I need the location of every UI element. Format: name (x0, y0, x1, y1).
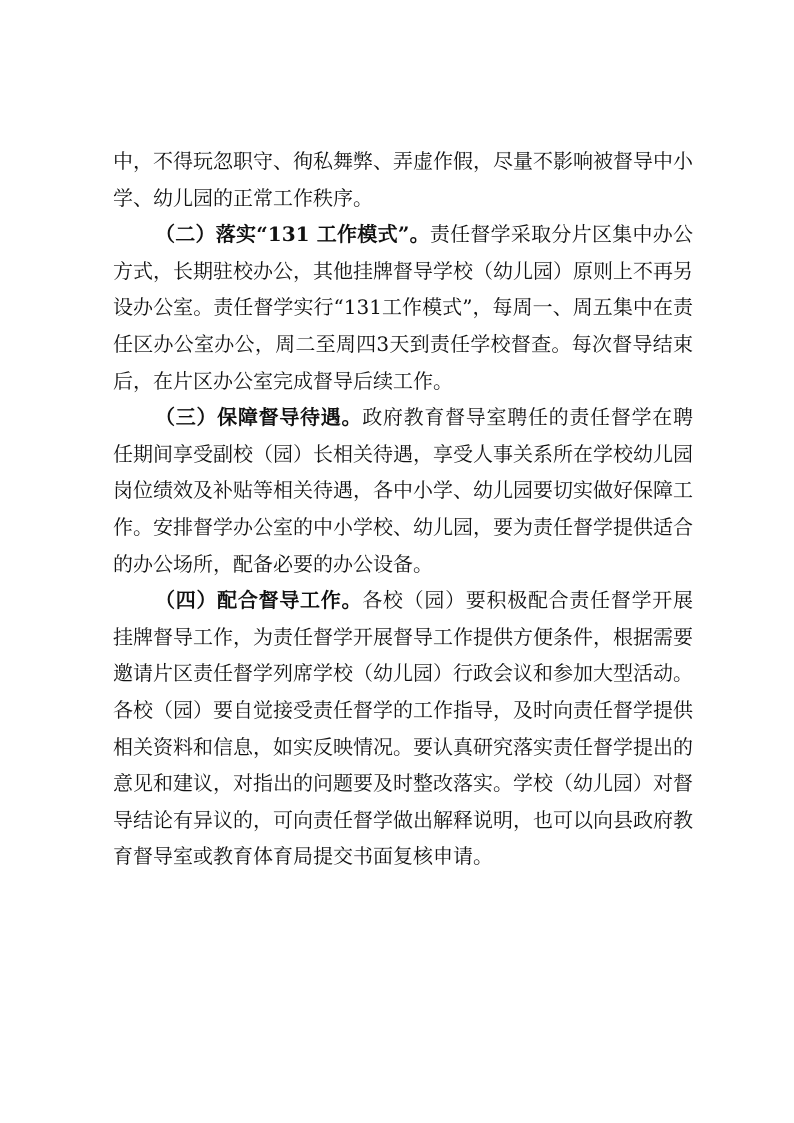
paragraph-continuation (113, 143, 693, 216)
paragraph-body: 责任督学采取分片区集中办公方式，长期驻校办公，其他挂牌督导学校（幼儿园）原则上不再另设办公室。责任督学实行“131工作模式”，每周一、周五集中在责任区办公室办公，周二至周四3天到责任学校督查。每次督导结束后，在片区办公室完成督导后续工作。 (113, 222, 693, 393)
paragraph-body: 政府教育督导室聘任的责任督学在聘任期间享受副校（园）长相关待遇，享受人事关系所在学校幼儿园岗位绩效及补贴等相关待遇，各中小学、幼儿园要切实做好保障工作。安排督学办公室的中小学校、幼儿园，要为责任督学提供适合的办公场所，配备必要的办公设备。 (113, 405, 694, 576)
section-heading: （二）落实“131 工作模式”。 (155, 222, 430, 247)
paragraph-section-4 (113, 582, 693, 875)
paragraph-body: 各校（园）要积极配合责任督学开展挂牌督导工作，为责任督学开展督导工作提供方便条件，根据需要邀请片区责任督学列席学校（幼儿园）行政会议和参加大型活动。各校（园）要自觉接受责任督学的工作指导，及时向责任督学提供相关资料和信息，如实反映情况。要认真研究落实责任督学提出的意见和建议，对指出的问题要及时整改落实。学校（幼儿园）对督导结论有异议的，可向责任督学做出解释说明，也可以向县政府教育督导室或教育体育局提交书面复核申请。 (113, 588, 694, 869)
document-body (113, 143, 693, 875)
paragraph-section-3 (113, 399, 693, 582)
section-heading: （三）保障督导待遇。 (155, 405, 363, 430)
section-heading: （四）配合督导工作。 (155, 588, 363, 613)
paragraph-body: 中，不得玩忽职守、徇私舞弊、弄虚作假，尽量不影响被督导中小学、幼儿园的正常工作秩序。 (113, 149, 693, 210)
paragraph-section-2 (113, 216, 693, 399)
